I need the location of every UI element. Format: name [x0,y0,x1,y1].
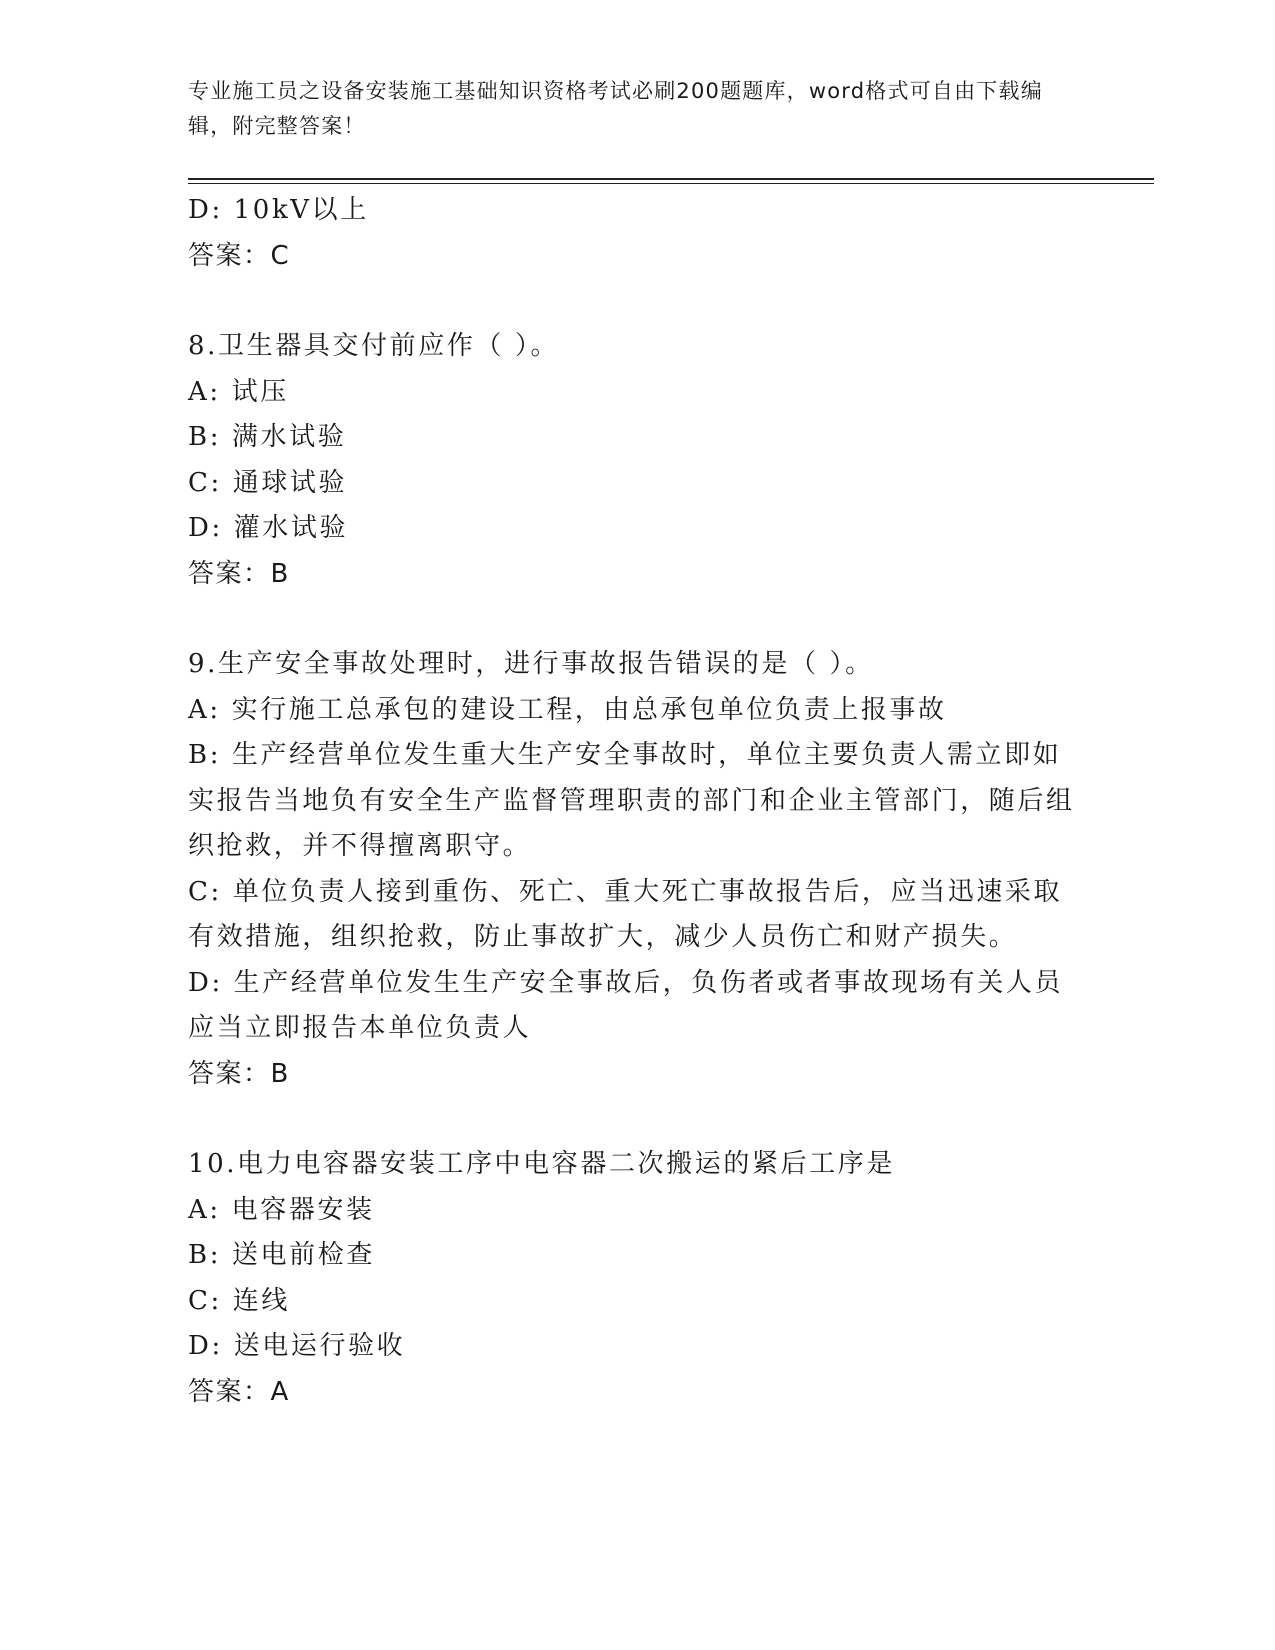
option-b: B: 生产经营单位发生重大生产安全事故时，单位主要负责人需立即如实报告当地负有安全生产监督管理职责的部门和企业主管部门，随后组织抢救，并不得擅离职守。 [188,740,1075,861]
question-stem: 8.卫生器具交付前应作（ ）。 [188,331,560,361]
page-header: 专业施工员之设备安装施工基础知识资格考试必刷200题题库，word格式可自由下载编辑，附完整答案！ [188,79,1043,138]
question-block-10 [188,1142,1078,1415]
question-stem: 9.生产安全事故处理时，进行事故报告错误的是（ ）。 [188,649,874,679]
option-d: D: 送电运行验收 [188,1331,406,1361]
question-stem: 10.电力电容器安装工序中电容器二次搬运的紧后工序是 [188,1149,895,1179]
question-block-9 [188,642,1078,1097]
spacer [188,1097,1078,1142]
option-d: D: 灌水试验 [188,513,349,543]
option-b: B: 送电前检查 [188,1240,375,1270]
header-divider-thick [188,178,1154,180]
option-c: C: 通球试验 [188,467,348,498]
question-block-8 [188,324,1078,597]
answer: 答案：B [188,558,290,589]
carryover-answer: 答案：C [188,240,291,271]
option-d: D: 生产经营单位发生生产安全事故后，负伤者或者事故现场有关人员应当立即报告本单位负责人 [188,967,1064,1043]
option-c: C: 单位负责人接到重伤、死亡、重大死亡事故报告后，应当迅速采取有效措施，组织抢救，防止事故扩大，减少人员伤亡和财产损失。 [188,876,1063,952]
option-a: A: 实行施工总承包的建设工程，由总承包单位负责上报事故 [188,694,947,725]
header-divider-thin [188,183,1154,184]
answer: 答案：A [188,1376,290,1407]
carryover-option-d: D: 10kV以上 [188,195,369,225]
answer: 答案：B [188,1058,290,1089]
spacer [188,279,1078,324]
option-c: C: 连线 [188,1285,290,1316]
option-a: A: 试压 [188,376,289,407]
option-a: A: 电容器安装 [188,1194,375,1225]
spacer [188,597,1078,642]
option-b: B: 满水试验 [188,422,347,452]
question-content [188,188,1078,1415]
